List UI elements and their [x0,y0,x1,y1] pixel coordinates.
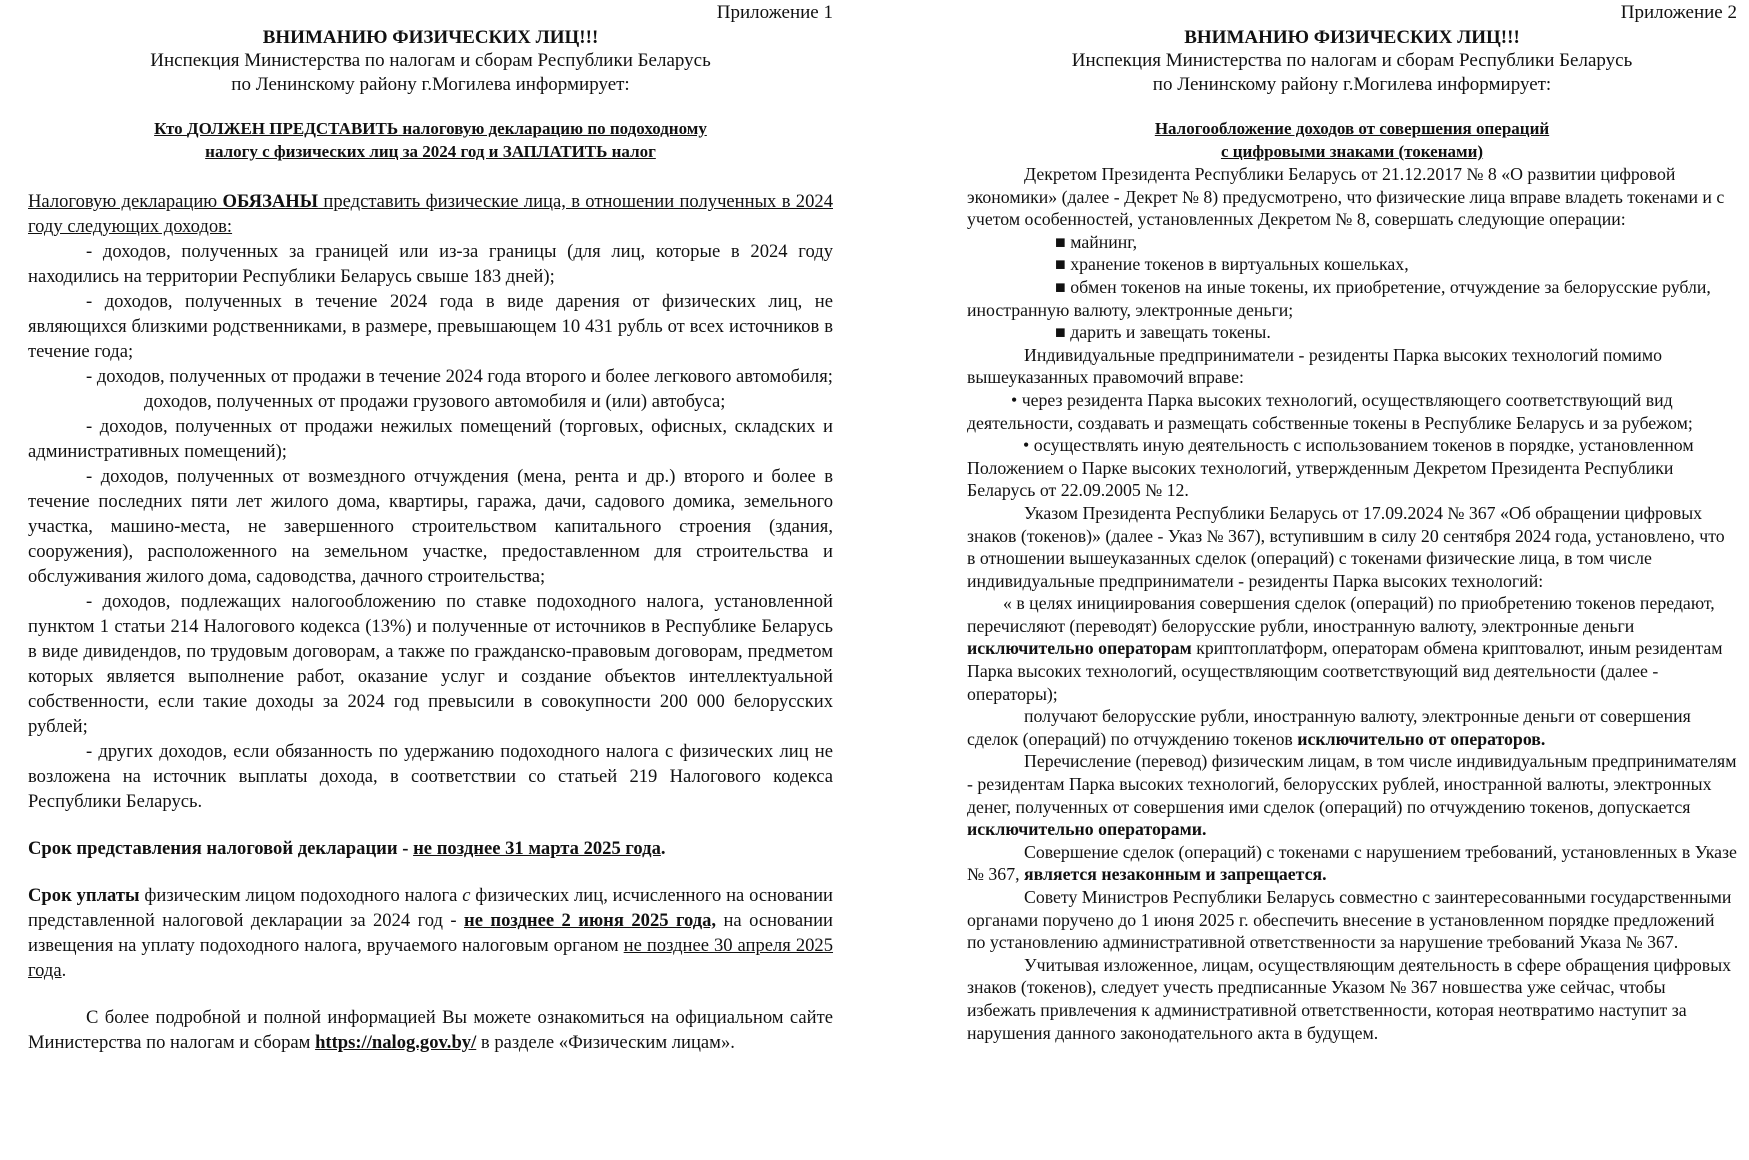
info-text: в разделе «Физическим лицам». [476,1032,735,1053]
violation-emph: является незаконным и запрещается. [1023,864,1327,885]
info-text: С более подробной и полной информацией Вы можете ознакомиться на официальном сайте Министерства по налогам и сборам [28,1007,833,1053]
quote-emph: исключительно операторам [967,638,1192,659]
transfer-paragraph [967,750,1737,840]
bullet-dot-icon: • [1011,389,1018,410]
intro-text: представить физические лица, в отношении полученных в 2024 году следующих доходов: [28,191,833,237]
intro-paragraph [28,189,833,239]
violation-text: Совершение сделок (операций) с токенами с нарушением требований, установленных в Указе № 367, [967,841,1737,885]
square-bullet-icon: ■ [1055,322,1066,343]
operation-bullet [967,253,1737,276]
receive-emph: исключительно от операторов. [1297,728,1546,749]
notice-left [28,0,833,1055]
title-part: налог [607,142,656,161]
payment-text: на основании извещения на уплату подоходного налога, вручаемого налоговым органом [28,910,833,956]
income-item: - доходов, полученных от возмездного отчуждения (мена, рента и др.) второго и более в течение последних пяти лет жилого дома, квартиры, гаража, дачи, садового домика, земельного участка, машино-места, не завершенного строительством капитального строения (здания, сооружения), расположенного на земельном участке, предоставленном для строительства и обслуживания жилого дома, садоводства, дачного строительства; [28,466,833,587]
violation-paragraph [967,841,1737,886]
ie-right [967,434,1737,502]
declaration-deadline [28,836,833,861]
ie-right-text: осуществлять иную деятельность с использованием токенов в порядке, установленном Положением о Парке высоких технологий, утвержденным Декретом Президента Республики Беларусь от 22.09.2005 № 12. [967,435,1694,501]
receive-text: получают белорусские рубли, иностранную валюту, электронные деньги от совершения сделок (операций) по отчуждению токенов [967,706,1691,749]
ie-right-text: через резидента Парка высоких технологий, осуществляющего соответствующий вид деятельности, создавать и размещать собственные токены в Республике Беларусь и за рубежом; [967,389,1693,433]
header-org: Инспекция Министерства по налогам и сборам Республики Беларусь [150,50,711,71]
payment-text: с [462,885,471,906]
income-item: - доходов, полученных в течение 2024 года в виде дарения от физических лиц, не являющихся близкими родственниками, в размере, превышающем 10 431 рубль от всех источников в течение года; [28,291,833,362]
title-part: Кто [154,119,187,138]
transfer-text: Перечисление (перевод) физическим лицам, в том числе индивидуальным предпринимателям - резидентам Парка высоких технологий, белорусских рублей, иностранной валюты, электронных денег, полученных от совершения ими сделок (операций) по отчуждению токенов, допускается [967,751,1737,817]
income-item: - доходов, полученных от продажи в течение 2024 года второго и более легкового автомобиля; [86,366,833,387]
payment-text: физическим лицом подоходного налога [139,885,463,906]
title-part: налоговую декларацию по подоходному [398,119,707,138]
ie-right [967,389,1737,434]
square-bullet-icon: ■ [1055,276,1066,297]
operation-bullet [967,321,1737,344]
ukaz-paragraph: Указом Президента Республики Беларусь от 17.09.2024 № 367 «Об обращении цифровых знаков (токенов)» (далее - Указ № 367), вступившим в силу 20 сентября 2024 года, установлено, что в отношении вышеуказанных сделок (операций) с токенами физические лица, в том числе индивидуальные предприниматели - резиденты Парка высоких технологий: [967,502,1725,591]
payment-deadline [28,883,833,983]
title-emph: ЗАПЛАТИТЬ [502,142,608,161]
notice-title [967,117,1737,163]
receive-paragraph [967,705,1737,750]
header-attention: ВНИМАНИЮ ФИЗИЧЕСКИХ ЛИЦ!!! [262,27,599,48]
income-item: - доходов, полученных за границей или из-за границы (для лиц, которые в 2024 году находились на территории Республики Беларусь свыше 183 дней); [28,241,833,287]
intro-text: Налоговую декларацию [28,191,223,212]
header-district: по Ленинскому району г.Могилева информирует: [231,74,630,95]
bullet-dot-icon: • [1023,435,1030,456]
ie-paragraph: Индивидуальные предприниматели - резиденты Парка высоких технологий помимо вышеуказанных правомочий вправе: [967,344,1662,388]
header-org: Инспекция Министерства по налогам и сборам Республики Беларусь [1071,50,1633,71]
square-bullet-icon: ■ [1055,254,1066,275]
payment-text: . [61,960,67,981]
payment-date: не позднее 2 июня 2025 года, [464,910,717,931]
quote-paragraph [967,592,1737,705]
header-attention: ВНИМАНИЮ ФИЗИЧЕСКИХ ЛИЦ!!! [1184,27,1520,48]
council-paragraph: Совету Министров Республики Беларусь совместно с заинтересованными государственными органами поручено до 1 июня 2025 г. обеспечить внесение в установленном порядке предложений по установлению административной ответственности за нарушение требований Указа № 367. [967,887,1732,953]
operation-bullet [967,276,1737,321]
income-item: - доходов, полученных от продажи нежилых помещений (торговых, офисных, складских и административных помещений); [28,416,833,462]
quote-text: криптоплатформ, операторам обмена криптовалют, иным резидентам Парка высоких технологий, осуществляющим соответствующий вид деятельности (далее - операторы); [967,638,1723,704]
decree-paragraph: Декретом Президента Республики Беларусь от 21.12.2017 № 8 «О развитии цифровой экономики» (далее - Декрет № 8) предусмотрено, что физические лица вправе владеть токенами и с учетом особенностей, установленных Декретом № 8, совершать следующие операции: [967,164,1725,230]
transfer-emph: исключительно операторами. [967,819,1207,840]
deadline-date: не позднее 31 марта 2025 года [413,838,661,859]
intro-emph: ОБЯЗАНЫ [222,191,319,212]
title-line: с цифровыми знаками (токенами) [1220,142,1484,161]
operation-bullet [967,231,1737,254]
bullet-text: майнинг, [1070,231,1138,252]
square-bullet-icon: ■ [1055,231,1066,252]
income-item: - других доходов, если обязанность по удержанию подоходного налога с физических лиц не возложена на источник выплаты дохода, в соответствии со статьей 219 Налогового кодекса Республики Беларусь. [28,741,833,812]
conclusion-paragraph: Учитывая изложенное, лицам, осуществляющим деятельность в сфере обращения цифровых знаков (токенов), следует учесть предписанные Указом № 367 новшества уже сейчас, чтобы избежать привлечения к административной ответственности, которая неотвратимо наступит за нарушения данного законодательного акта в будущем. [967,954,1732,1043]
payment-text: физических лиц, исчисленного на основании представленной налоговой декларации за 2024 год - [28,885,833,931]
appendix-label: Приложение 2 [1620,2,1737,23]
deadline-text: Срок представления налоговой декларации - [28,838,414,859]
website-link[interactable]: https://nalog.gov.by/ [315,1032,477,1053]
info-paragraph [28,1005,833,1055]
bullet-text: хранение токенов в виртуальных кошельках, [1070,254,1409,275]
bullet-text: обмен токенов на иные токены, их приобретение, отчуждение за белорусские рубли, иностранную валюту, электронные деньги; [967,276,1711,320]
notice-title [28,117,833,163]
title-line: Налогообложение доходов от совершения операций [1154,119,1550,138]
payment-label: Срок уплаты [28,885,140,906]
bullet-text: дарить и завещать токены. [1070,322,1271,343]
title-part: налогу с физических лиц за 2024 год и [205,142,503,161]
title-emph: ДОЛЖЕН ПРЕДСТАВИТЬ [186,119,399,138]
notice-right [967,0,1737,1044]
deadline-text: . [660,838,666,859]
income-item: - доходов, подлежащих налогообложению по ставке подоходного налога, установленной пунктом 1 статьи 214 Налогового кодекса (13%) и полученные от источников в Республике Беларусь в виде дивидендов, по трудовым договорам, а также по гражданско-правовым договорам, предметом которых является выполнение работ, оказание услуг и создание объектов интеллектуальной собственности, если такие доходы за 2024 год превысили в совокупности 200 000 белорусских рублей; [28,591,833,737]
appendix-label: Приложение 1 [716,2,833,23]
header-district: по Ленинскому району г.Могилева информирует: [1152,74,1552,95]
income-item: доходов, полученных от продажи грузового автомобиля и (или) автобуса; [144,391,726,412]
notice-date: не позднее 30 апреля 2025 года [28,935,834,981]
quote-text: « в целях инициирования совершения сделок (операций) по приобретению токенов передают, перечисляют (переводят) белорусские рубли, иностранную валюту, электронные деньги [967,593,1715,636]
